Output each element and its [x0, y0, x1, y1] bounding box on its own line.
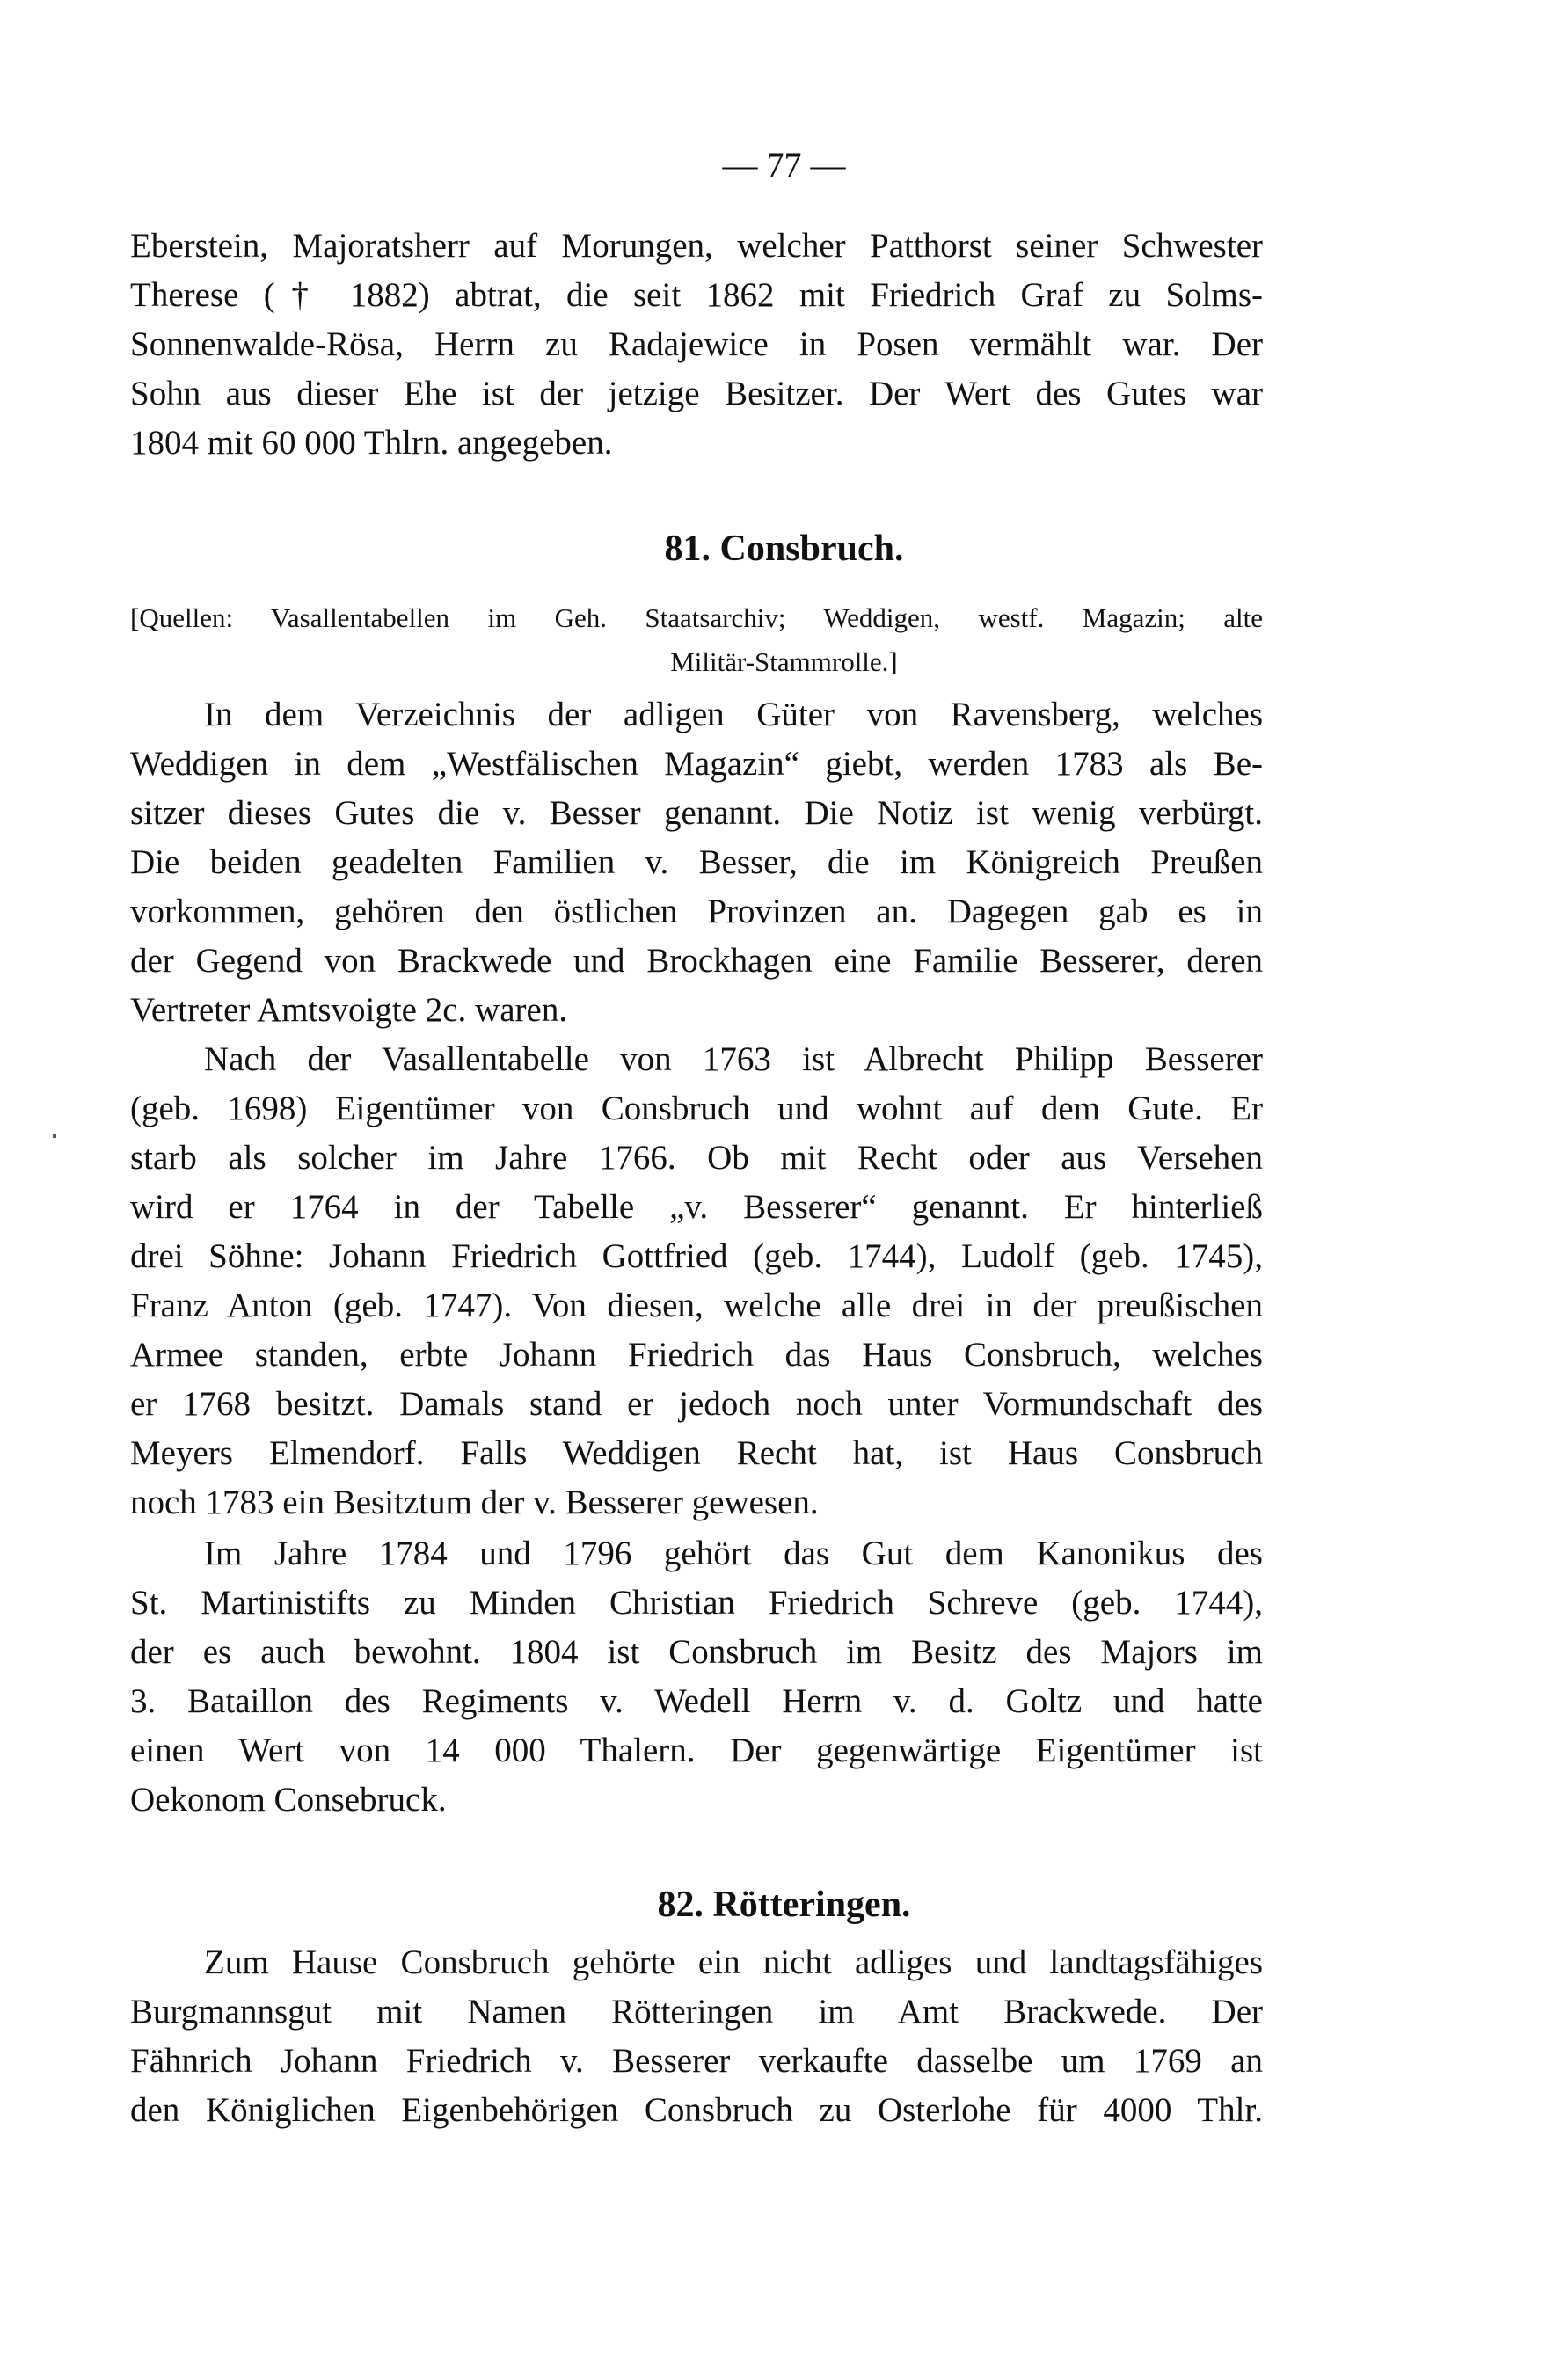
text-line: er 1768 besitzt. Damals stand er jedoch noch unter Vormundschaft des	[130, 1385, 1263, 1423]
text-line: vorkommen, gehören den östlichen Provinzen an. Dagegen gab es in	[130, 893, 1263, 930]
scan-speck	[53, 1134, 56, 1138]
text-line: der es auch bewohnt. 1804 ist Consbruch im Besitz des Majors im	[130, 1633, 1263, 1671]
text-line: Franz Anton (geb. 1747). Von diesen, welche alle drei in der preußischen	[130, 1287, 1263, 1324]
text-line: Armee standen, erbte Johann Friedrich das Haus Consbruch, welches	[130, 1336, 1263, 1374]
text-line: 1804 mit 60 000 Thlrn. angegeben.	[130, 424, 613, 462]
text-line: Nach der Vasallentabelle von 1763 ist Albrecht Philipp Besserer	[204, 1040, 1263, 1078]
text-line: Vertreter Amtsvoigte 2c. waren.	[130, 991, 568, 1029]
section-heading-82: 82. Rötteringen.	[657, 1885, 911, 1925]
text-line: Zum Hause Consbruch gehörte ein nicht adliges und landtagsfähiges	[204, 1943, 1263, 1981]
text-line: Fähnrich Johann Friedrich v. Besserer verkaufte dasselbe um 1769 an	[130, 2042, 1263, 2080]
text-line: Therese († 1882) abtrat, die seit 1862 mit Friedrich Graf zu Solms-	[130, 276, 1263, 314]
text-line: drei Söhne: Johann Friedrich Gottfried (geb. 1744), Ludolf (geb. 1745),	[130, 1237, 1263, 1275]
text-line: (geb. 1698) Eigentümer von Consbruch und wohnt auf dem Gute. Er	[130, 1090, 1263, 1127]
text-line: Oekonom Consebruck.	[130, 1781, 447, 1819]
text-line: der Gegend von Brackwede und Brockhagen eine Familie Besserer, deren	[130, 942, 1263, 980]
text-line: 3. Bataillon des Regiments v. Wedell Herrn v. d. Goltz und hatte	[130, 1682, 1263, 1720]
text-line: Weddigen in dem „Westfälischen Magazin“ giebt, werden 1783 als Be-	[130, 745, 1263, 783]
text-line: einen Wert von 14 000 Thalern. Der gegenwärtige Eigentümer ist	[130, 1732, 1263, 1769]
text-line: Im Jahre 1784 und 1796 gehört das Gut dem Kanonikus des	[204, 1535, 1263, 1572]
text-line: Sonnenwalde-Rösa, Herrn zu Radajewice in Posen vermählt war. Der	[130, 325, 1263, 363]
page-number: — 77 —	[722, 145, 846, 185]
text-line: Burgmannsgut mit Namen Rötteringen im Amt Brackwede. Der	[130, 1993, 1263, 2031]
text-line: Eberstein, Majoratsherr auf Morungen, welcher Patthorst seiner Schwester	[130, 227, 1263, 265]
sources-line: [Quellen: Vasallentabellen im Geh. Staatsarchiv; Weddigen, westf. Magazin; alte	[130, 602, 1263, 633]
text-line: den Königlichen Eigenbehörigen Consbruch zu Osterlohe für 4000 Thlr.	[130, 2091, 1263, 2129]
text-line: Die beiden geadelten Familien v. Besser, die im Königreich Preußen	[130, 843, 1263, 881]
text-line: In dem Verzeichnis der adligen Güter von Ravensberg, welches	[204, 696, 1263, 733]
text-line: Meyers Elmendorf. Falls Weddigen Recht hat, ist Haus Consbruch	[130, 1434, 1263, 1472]
sources-line: Militär-Stammrolle.]	[670, 646, 898, 677]
text-line: sitzer dieses Gutes die v. Besser genannt. Die Notiz ist wenig verbürgt.	[130, 794, 1263, 832]
section-heading-81: 81. Consbruch.	[664, 529, 904, 569]
text-line: starb als solcher im Jahre 1766. Ob mit Recht oder aus Versehen	[130, 1139, 1263, 1177]
text-line: wird er 1764 in der Tabelle „v. Besserer“ genannt. Er hinterließ	[130, 1188, 1263, 1226]
text-line: St. Martinistifts zu Minden Christian Friedrich Schreve (geb. 1744),	[130, 1584, 1263, 1622]
text-line: Sohn aus dieser Ehe ist der jetzige Besitzer. Der Wert des Gutes war	[130, 375, 1263, 412]
text-line: noch 1783 ein Besitztum der v. Besserer gewesen.	[130, 1484, 819, 1521]
